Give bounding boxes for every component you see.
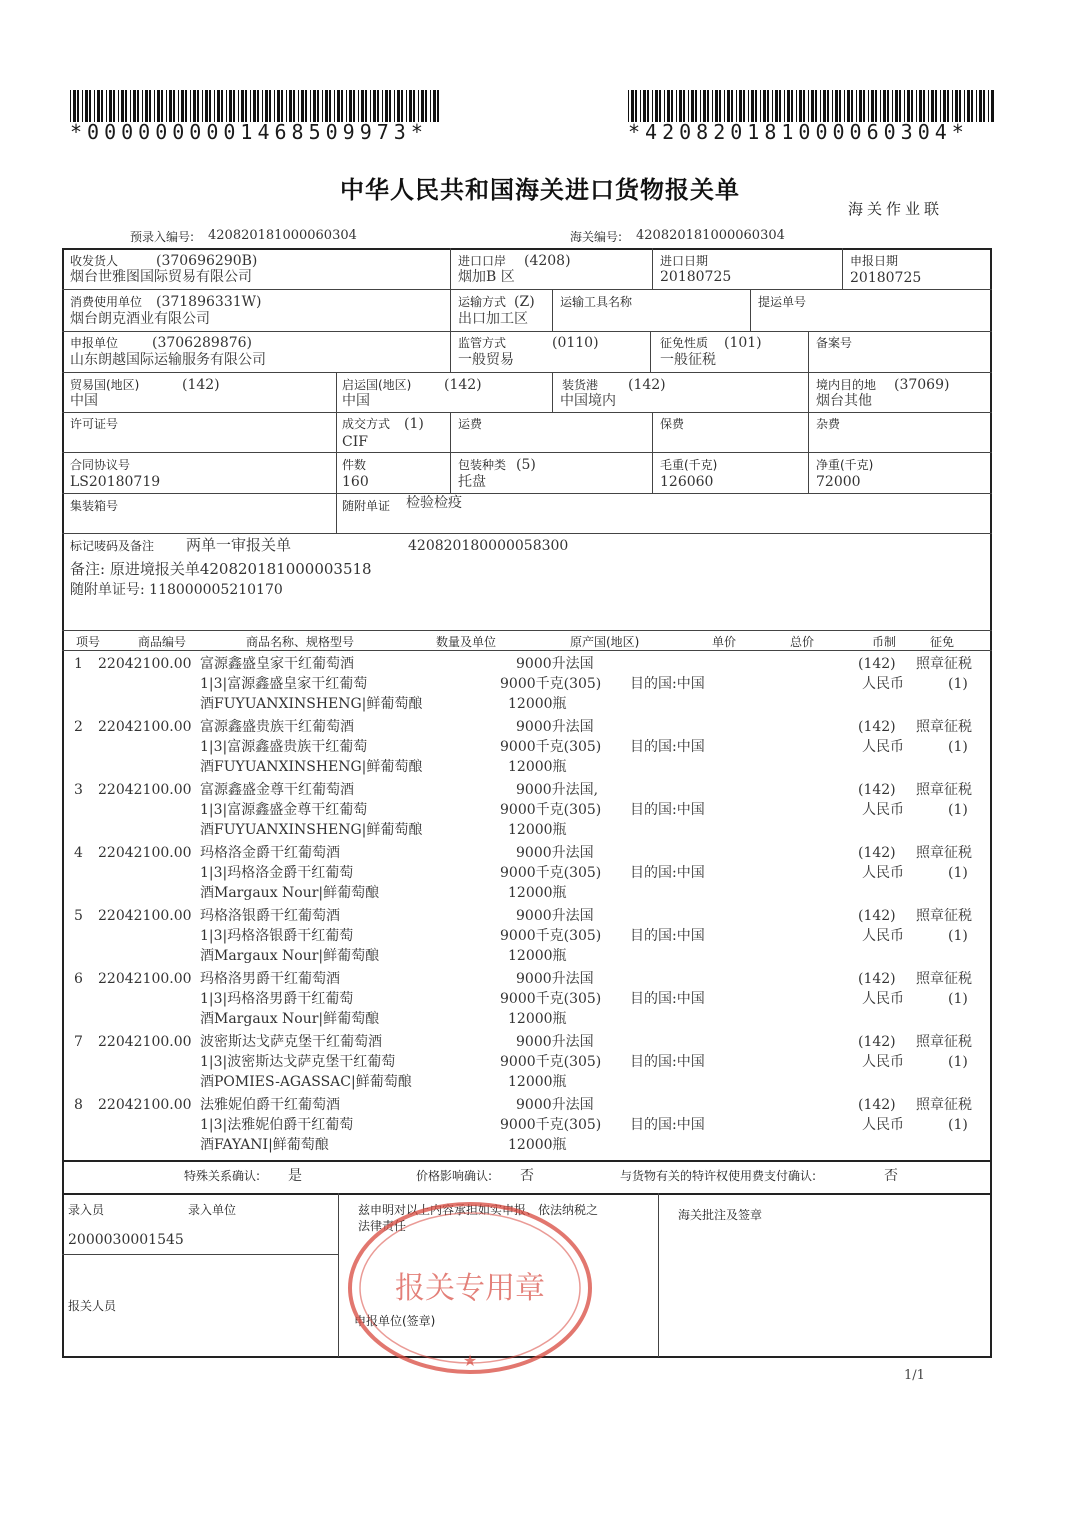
goods-qty-2: 9000千克(305) [500,991,602,1007]
goods-qty-1: 9000升法国 [516,971,594,987]
goods-qty-3: 12000瓶 [508,948,567,964]
loading-port-value: 中国境内 [560,393,616,409]
royalty-label: 与货物有关的特许权使用费支付确认: [620,1169,817,1183]
special-relation-value: 是 [288,1168,302,1184]
barcode-left-number: *0000000001468509973* [70,120,428,144]
goods-name: 富源鑫盛贵族干红葡萄酒 [200,719,354,735]
deal-code: (1) [404,416,424,432]
goods-destination: 目的国:中国 [630,928,705,944]
goods-item-no: 7 [74,1034,83,1050]
goods-currency-code: (142) [858,719,896,735]
goods-row [62,1093,990,1156]
import-port-code: (4208) [524,253,571,269]
goods-item-no: 8 [74,1097,83,1113]
net-weight-label: 净重(千克) [816,458,874,472]
goods-qty-1: 9000升法国 [516,719,594,735]
col-item-no: 项号 [76,635,101,649]
goods-name: 玛格洛男爵干红葡萄酒 [200,971,340,987]
col-origin: 原产国(地区) [570,635,640,649]
goods-currency-code: (142) [858,908,896,924]
goods-levy: 照章征税 [916,908,972,924]
goods-spec: 1|3|法雅妮伯爵干红葡萄 [200,1117,354,1133]
goods-qty-3: 12000瓶 [508,696,567,712]
goods-qty-3: 12000瓶 [508,1137,567,1153]
col-hs-code: 商品编号 [138,635,187,649]
origin-country-value: 中国 [342,393,370,409]
trade-country-code: (142) [182,377,220,393]
goods-name: 富源鑫盛金尊干红葡萄酒 [200,782,354,798]
goods-spec-2: 酒Margaux Nour|鲜葡萄酿 [200,1011,380,1027]
goods-hs-code: 22042100.00 [98,845,192,861]
insurance-label: 保费 [660,417,685,431]
destination-label: 境内目的地 [816,378,877,392]
goods-name: 法雅妮伯爵干红葡萄酒 [200,1097,340,1113]
goods-spec-2: 酒Margaux Nour|鲜葡萄酿 [200,885,380,901]
declarant-label: 申报单位 [70,336,119,350]
origin-country-label: 启运国(地区) [342,378,412,392]
barcode-right-number: *420820181000060304* [628,120,969,144]
royalty-value: 否 [884,1168,898,1184]
goods-currency: 人民币 [862,928,904,944]
goods-qty-3: 12000瓶 [508,1074,567,1090]
goods-currency-code: (142) [858,1097,896,1113]
goods-qty-3: 12000瓶 [508,822,567,838]
goods-qty-1: 9000升法国 [516,1097,594,1113]
goods-row [62,841,990,904]
goods-destination: 目的国:中国 [630,991,705,1007]
goods-item-no: 5 [74,908,83,924]
goods-destination: 目的国:中国 [630,739,705,755]
pieces-value: 160 [342,474,369,490]
attached-label: 随附单证 [342,499,391,513]
goods-currency-code: (142) [858,845,896,861]
goods-row [62,778,990,841]
supervision-code: (0110) [552,335,599,351]
goods-levy: 照章征税 [916,1034,972,1050]
special-relation-label: 特殊关系确认: [184,1169,261,1183]
deal-label: 成交方式 [342,417,391,431]
contract-label: 合同协议号 [70,458,131,472]
vessel-label: 运输工具名称 [560,295,633,309]
transport-code: (Z) [514,294,535,310]
goods-item-no: 2 [74,719,83,735]
consignee-name: 烟台世雅图国际贸易有限公司 [70,269,252,285]
goods-currency: 人民币 [862,676,904,692]
goods-hs-code: 22042100.00 [98,719,192,735]
goods-qty-1: 9000升法国 [516,656,594,672]
goods-item-no: 4 [74,845,83,861]
goods-hs-code: 22042100.00 [98,1034,192,1050]
deal-value: CIF [342,434,368,450]
goods-name: 富源鑫盛皇家干红葡萄酒 [200,656,354,672]
barcode-right [628,90,996,122]
goods-destination: 目的国:中国 [630,1054,705,1070]
entry-clerk-number: 2000030001545 [68,1232,184,1248]
stamp-text: 报关专用章 [395,1271,545,1306]
goods-spec: 1|3|玛格洛金爵干红葡萄 [200,865,354,881]
goods-row [62,652,990,715]
goods-destination: 目的国:中国 [630,802,705,818]
goods-item-no: 1 [74,656,83,672]
sign-unit-label: 申报单位(签章) [354,1314,436,1328]
goods-spec-2: 酒FUYUANXINSHENG|鲜葡萄酿 [200,759,423,775]
goods-spec: 1|3|波密斯达戈萨克堡干红葡萄 [200,1054,396,1070]
goods-row [62,967,990,1030]
declare-date-value: 20180725 [850,270,922,286]
declarant-name: 山东朗越国际运输服务有限公司 [70,352,266,368]
goods-row [62,1030,990,1093]
gross-weight-label: 毛重(千克) [660,458,718,472]
goods-levy-code: (1) [948,928,968,944]
goods-name: 波密斯达戈萨克堡干红葡萄酒 [200,1034,382,1050]
declarant-code: (3706289876) [152,335,252,351]
goods-destination: 目的国:中国 [630,1117,705,1133]
transport-value: 出口加工区 [458,311,528,327]
customs-note-label: 海关批注及签章 [678,1208,763,1222]
trade-country-value: 中国 [70,393,98,409]
goods-hs-code: 22042100.00 [98,971,192,987]
declare-person-label: 报关人员 [68,1299,117,1313]
misc-label: 杂费 [816,417,841,431]
goods-levy: 照章征税 [916,656,972,672]
goods-spec-2: 酒Margaux Nour|鲜葡萄酿 [200,948,380,964]
levy-code: (101) [724,335,762,351]
goods-qty-2: 9000千克(305) [500,1054,602,1070]
consumer-label: 消费使用单位 [70,295,143,309]
goods-currency: 人民币 [862,1054,904,1070]
freight-label: 运费 [458,417,483,431]
goods-levy: 照章征税 [916,1097,972,1113]
goods-item-no: 3 [74,782,83,798]
goods-spec: 1|3|富源鑫盛皇家干红葡萄 [200,676,368,692]
goods-currency-code: (142) [858,782,896,798]
import-port-value: 烟加B 区 [458,269,515,285]
goods-levy-code: (1) [948,676,968,692]
goods-spec: 1|3|玛格洛男爵干红葡萄 [200,991,354,1007]
marks-note: 备注: 原进境报关单420820181000003518 [70,560,372,578]
goods-spec: 1|3|富源鑫盛贵族干红葡萄 [200,739,368,755]
goods-hs-code: 22042100.00 [98,782,192,798]
supervision-value: 一般贸易 [458,352,514,368]
goods-qty-3: 12000瓶 [508,759,567,775]
price-effect-value: 否 [520,1168,534,1184]
goods-spec-2: 酒FUYUANXINSHENG|鲜葡萄酿 [200,822,423,838]
col-goods-name: 商品名称、规格型号 [246,635,355,649]
page-number: 1/1 [904,1368,925,1383]
marks-number: 420820180000058300 [408,538,569,554]
goods-qty-1: 9000升法国 [516,908,594,924]
col-levy: 征免 [930,635,955,649]
col-currency: 币制 [872,635,897,649]
goods-currency: 人民币 [862,865,904,881]
bill-label: 提运单号 [758,295,807,309]
goods-levy: 照章征税 [916,845,972,861]
goods-levy-code: (1) [948,1117,968,1133]
package-value: 托盘 [458,474,486,490]
declare-date-label: 申报日期 [850,254,899,268]
pieces-label: 件数 [342,458,367,472]
import-date-label: 进口日期 [660,254,709,268]
attached-value: 检验检疫 [406,495,462,511]
goods-spec-2: 酒POMIES-AGASSAC|鲜葡萄酿 [200,1074,412,1090]
col-total-price: 总价 [790,635,815,649]
customs-number: 420820181000060304 [636,228,785,243]
package-code: (5) [516,457,536,473]
consumer-code: (371896331W) [156,294,262,310]
goods-hs-code: 22042100.00 [98,656,192,672]
goods-qty-2: 9000千克(305) [500,676,602,692]
destination-code: (37069) [894,377,950,393]
copy-label: 海关作业联 [848,200,944,218]
pre-entry-label: 预录入编号: [130,230,195,244]
svg-text:★: ★ [462,1351,478,1370]
import-port-label: 进口口岸 [458,254,507,268]
entry-clerk-label: 录入员 [68,1203,105,1217]
document-title: 中华人民共和国海关进口货物报关单 [340,176,740,204]
record-label: 备案号 [816,336,853,350]
supervision-label: 监管方式 [458,336,507,350]
goods-qty-2: 9000千克(305) [500,928,602,944]
marks-cert: 随附单证号: 118000005210170 [70,582,283,598]
declaration-statement-2: 法律责任 [358,1219,407,1233]
consumer-name: 烟台朗克酒业有限公司 [70,311,210,327]
goods-levy-code: (1) [948,865,968,881]
package-label: 包装种类 [458,458,507,472]
goods-item-no: 6 [74,971,83,987]
origin-country-code: (142) [444,377,482,393]
levy-label: 征免性质 [660,336,709,350]
goods-levy-code: (1) [948,1054,968,1070]
goods-levy: 照章征税 [916,719,972,735]
barcode-left [70,90,440,122]
goods-hs-code: 22042100.00 [98,1097,192,1113]
loading-port-code: (142) [628,377,666,393]
marks-label: 标记唛码及备注 [70,539,155,553]
goods-qty-1: 9000升法国, [516,782,599,798]
license-label: 许可证号 [70,417,119,431]
marks-text: 两单一审报关单 [186,536,292,554]
goods-spec-2: 酒FAYANI|鲜葡萄酿 [200,1137,329,1153]
goods-levy: 照章征税 [916,782,972,798]
col-quantity: 数量及单位 [436,635,497,649]
goods-qty-2: 9000千克(305) [500,865,602,881]
goods-levy-code: (1) [948,802,968,818]
goods-hs-code: 22042100.00 [98,908,192,924]
destination-value: 烟台其他 [816,393,872,409]
transport-label: 运输方式 [458,295,507,309]
declaration-statement: 兹申明对以上内容承担如实申报、依法纳税之 [358,1203,599,1217]
net-weight-value: 72000 [816,474,861,490]
loading-port-label: 装货港 [562,378,599,392]
goods-spec: 1|3|玛格洛银爵干红葡萄 [200,928,354,944]
goods-qty-1: 9000升法国 [516,1034,594,1050]
customs-no-label: 海关编号: [570,230,623,244]
levy-value: 一般征税 [660,352,716,368]
consignee-code: (370696290B) [156,253,258,269]
contract-value: LS20180719 [70,474,161,490]
goods-row [62,715,990,778]
goods-qty-2: 9000千克(305) [500,739,602,755]
col-unit-price: 单价 [712,635,737,649]
goods-spec-2: 酒FUYUANXINSHENG|鲜葡萄酿 [200,696,423,712]
goods-levy-code: (1) [948,739,968,755]
goods-levy: 照章征税 [916,971,972,987]
entry-unit-label: 录入单位 [188,1203,237,1217]
goods-destination: 目的国:中国 [630,865,705,881]
gross-weight-value: 126060 [660,474,714,490]
goods-row [62,904,990,967]
goods-currency-code: (142) [858,971,896,987]
goods-qty-2: 9000千克(305) [500,1117,602,1133]
goods-currency: 人民币 [862,802,904,818]
goods-currency-code: (142) [858,1034,896,1050]
goods-currency-code: (142) [858,656,896,672]
goods-destination: 目的国:中国 [630,676,705,692]
goods-levy-code: (1) [948,991,968,1007]
trade-country-label: 贸易国(地区) [70,378,140,392]
price-effect-label: 价格影响确认: [416,1169,493,1183]
goods-currency: 人民币 [862,991,904,1007]
goods-qty-2: 9000千克(305) [500,802,602,818]
goods-name: 玛格洛银爵干红葡萄酒 [200,908,340,924]
goods-currency: 人民币 [862,1117,904,1133]
goods-qty-1: 9000升法国 [516,845,594,861]
goods-spec: 1|3|富源鑫盛金尊干红葡萄 [200,802,368,818]
container-label: 集装箱号 [70,499,119,513]
consignee-label: 收发货人 [70,254,119,268]
pre-entry-number: 420820181000060304 [208,228,357,243]
import-date-value: 20180725 [660,269,732,285]
goods-name: 玛格洛金爵干红葡萄酒 [200,845,340,861]
goods-currency: 人民币 [862,739,904,755]
goods-qty-3: 12000瓶 [508,885,567,901]
goods-qty-3: 12000瓶 [508,1011,567,1027]
